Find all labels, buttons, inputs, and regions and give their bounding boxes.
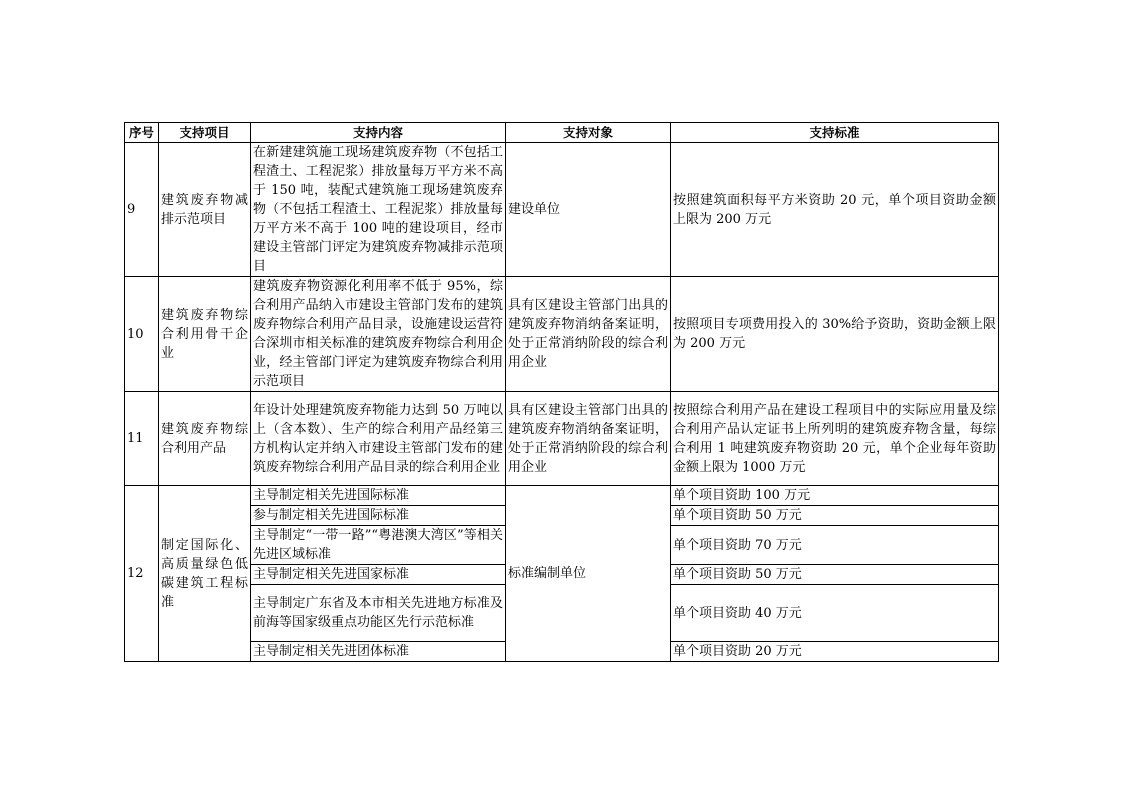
row-content: 主导制定相关先进团体标准 (251, 642, 506, 662)
row-content: 主导制定广东省及本市相关先进地方标准及前海等国家级重点功能区先行示范标准 (251, 585, 506, 642)
row-standard: 单个项目资助 70 万元 (671, 526, 999, 565)
row-target: 标准编制单位 (506, 486, 671, 662)
header-content: 支持内容 (251, 123, 506, 143)
row-target: 具有区建设主管部门出具的建筑废弃物消纳备案证明，处于正常消纳阶段的综合利用企业 (506, 392, 671, 486)
row-no: 10 (125, 277, 159, 392)
row-target: 建设单位 (506, 143, 671, 277)
row-content: 参与制定相关先进国际标准 (251, 506, 506, 526)
row-project: 建筑废弃物综合利用产品 (159, 392, 251, 486)
row-standard: 按照综合利用产品在建设工程项目中的实际应用量及综合利用产品认定证书上所列明的建筑废弃物含量，每综合利用 1 吨建筑废弃物资助 20 元，单个企业每年资助金额上限为 1000 万元 (671, 392, 999, 486)
row-standard: 按照项目专项费用投入的 30%给予资助，资助金额上限为 200 万元 (671, 277, 999, 392)
row-no: 9 (125, 143, 159, 277)
row-content: 主导制定相关先进国家标准 (251, 565, 506, 585)
table-row (125, 143, 999, 277)
row-content: 主导制定“一带一路”“粤港澳大湾区”等相关先进区域标准 (251, 526, 506, 565)
row-no: 11 (125, 392, 159, 486)
support-table (124, 122, 999, 662)
table-row (125, 486, 999, 506)
row-content: 建筑废弃物资源化利用率不低于 95%，综合利用产品纳入市建设主管部门发布的建筑废弃物综合利用产品目录，设施建设运营符合深圳市相关标准的建筑废弃物综合利用企业，经主管部门评定为建筑废弃物综合利用示范项目 (251, 277, 506, 392)
row-standard: 按照建筑面积每平方米资助 20 元，单个项目资助金额上限为 200 万元 (671, 143, 999, 277)
row-no: 12 (125, 486, 159, 662)
header-project: 支持项目 (159, 123, 251, 143)
row-project: 制定国际化、高质量绿色低碳建筑工程标准 (159, 486, 251, 662)
header-row (125, 123, 999, 143)
table-row (125, 392, 999, 486)
row-target: 具有区建设主管部门出具的建筑废弃物消纳备案证明，处于正常消纳阶段的综合利用企业 (506, 277, 671, 392)
header-standard: 支持标准 (671, 123, 999, 143)
row-content: 主导制定相关先进国际标准 (251, 486, 506, 506)
table-row (125, 277, 999, 392)
header-target: 支持对象 (506, 123, 671, 143)
row-standard: 单个项目资助 50 万元 (671, 565, 999, 585)
row-project: 建筑废弃物减排示范项目 (159, 143, 251, 277)
row-standard: 单个项目资助 20 万元 (671, 642, 999, 662)
row-standard: 单个项目资助 40 万元 (671, 585, 999, 642)
row-content: 在新建建筑施工现场建筑废弃物（不包括工程渣土、工程泥浆）排放量每万平方米不高于 150 吨，装配式建筑施工现场建筑废弃物（不包括工程渣土、工程泥浆）排放量每万平方米不高于 100 吨的建设项目，经市建设主管部门评定为建筑废弃物减排示范项目 (251, 143, 506, 277)
header-no: 序号 (125, 123, 159, 143)
row-standard: 单个项目资助 100 万元 (671, 486, 999, 506)
row-project: 建筑废弃物综合利用骨干企业 (159, 277, 251, 392)
row-standard: 单个项目资助 50 万元 (671, 506, 999, 526)
row-content: 年设计处理建筑废弃物能力达到 50 万吨以上（含本数）、生产的综合利用产品经第三方机构认定并纳入市建设主管部门发布的建筑废弃物综合利用产品目录的综合利用企业 (251, 392, 506, 486)
